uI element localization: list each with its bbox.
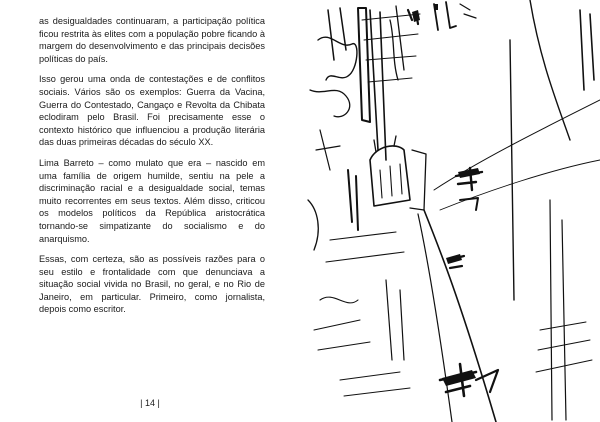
street-sketch-illustration bbox=[300, 0, 600, 422]
paragraph: as desigualdades continuaram, a participação política ficou restrita às elites com a população pobre ficando à margem do desenvolvimento e das principais decisões políticas do país. bbox=[39, 16, 265, 64]
paragraph: Lima Barreto – como mulato que era – nascido em uma família de origem humilde, sentiu na pele a discriminação racial e a desigualdade social, temas muito recorrentes em seus textos. Além disso, criticou os modelos políticos da República aristocrática tornando-se simpatizante do socialismo e do anarquismo. bbox=[39, 157, 265, 244]
illustration-page bbox=[300, 0, 600, 422]
page-number: | 14 | bbox=[140, 398, 160, 408]
paragraph: Essas, com certeza, são as possíveis razões para o seu estilo e frontalidade com que denunciava a situação social vivida no Brasil, no geral, e no Rio de Janeiro, em particular. Primeiro, como jornalista, depois como escritor. bbox=[39, 254, 265, 315]
body-text bbox=[39, 15, 265, 324]
paragraph: Isso gerou uma onda de contestações e de conflitos sociais. Vários são os exemplos: Guerra da Vacina, Guerra do Contestado, Cangaço e Revolta da Chibata eclodiram pelo Brasil. Foi precisamente esse o contexto histórico que influenciou a produção literária das duas primeiras décadas do século XX. bbox=[39, 74, 265, 148]
